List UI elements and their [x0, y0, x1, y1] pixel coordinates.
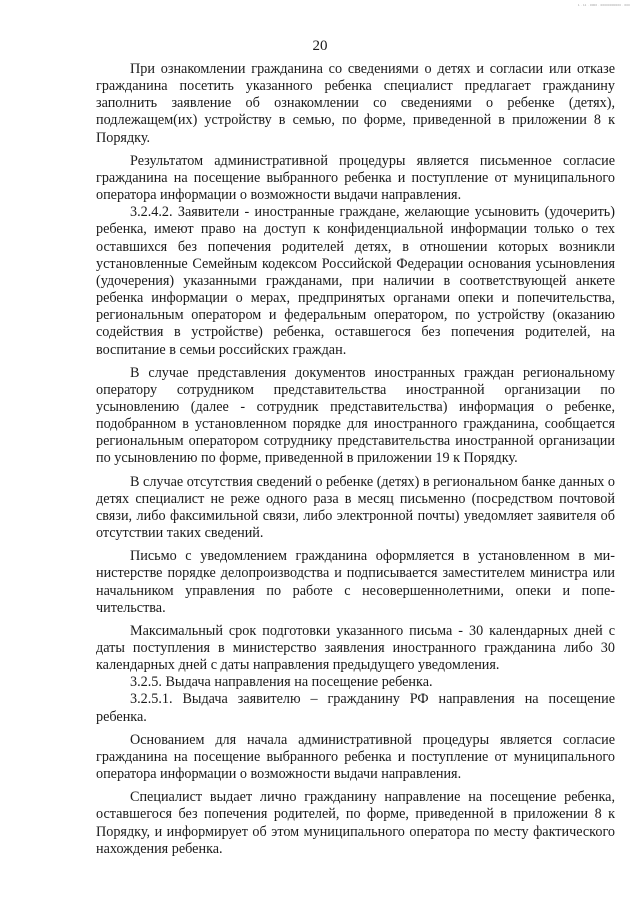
paragraph-no-information: В случае отсутствия сведений о ребенке (детях) в региональном банке данных о детях специалист не реже одного раза в месяц письменно (посредством почтовой связи, либо факсимильной связи, либо электронной почты) уведомляет заявителя об отсутствии таких сведений. — [96, 473, 615, 542]
paragraph-3-2-4-2: 3.2.4.2. Заявители - иностранные граждане, желающие усыновить (удочерить) ребенка, имеют право на доступ к конфиденциальной информации только о тех оставшихся без попечения родителей детях, в отношении которых возникли установленные Семейным кодексом Российской Федерации основания усыновления (удочерения) указанными гражданами, при наличии в соответствующей анкете ребенка информации о мерах, предпринятых органами опеки и попечительства, региональным оператором и федеральным оператором, по устройству (оказанию содействия в устройстве) ребенка, оставшегося без попечения родителей, на воспитание в семьи российских граждан. — [96, 204, 615, 358]
paragraph-specialist-issues: Специалист выдает лично гражданину направление на посещение ребенка, оставшегося без попечения родителей, по форме, приведенной в приложении 8 к Порядку, и информирует об этом муниципального оператора по месту фактического нахождения ребенка. — [96, 789, 615, 857]
body-text — [96, 61, 615, 858]
page-number: 20 — [312, 38, 328, 54]
paragraph-notification-letter: Письмо с уведомлением гражданина оформляется в установленном в министерстве порядке делопроизводства и подписывается заместителем министра или начальником управления по работе с несовершеннолетними, опеки и попечительства. — [96, 548, 615, 616]
scan-corner-mark: 1 · 11 · 0000 · 00000000000 · 000 — [577, 3, 630, 7]
heading-3-2-5-1: 3.2.5.1. Выдача заявителю – гражданину РФ направления на посещение ребенка. — [96, 691, 615, 725]
paragraph-basis: Основанием для начала административной процедуры является согласие гражданина на посещение выбранного ребенка и поступление от муниципального оператора информации о возможности выдачи направления. — [96, 731, 615, 783]
paragraph-max-term: Максимальный срок подготовки указанного письма - 30 календарных дней с даты поступления в министерство заявления иностранного гражданина либо 30 календарных дней с даты направления предыдущего уведомления. — [96, 622, 615, 674]
heading-3-2-5: 3.2.5. Выдача направления на посещение ребенка. — [130, 674, 433, 691]
paragraph-acquaintance: При ознакомлении гражданина со сведениями о детях и согласии или отказе гражданина посетить указанного ребенка специалист предлагает гражданину заполнить заявление об ознакомлении со сведениями о ребенке (детях), подлежащем(их) устройству в семью, по форме, приведенной в приложении 8 к Порядку. — [96, 61, 615, 146]
paragraph-foreign-documents: В случае представления документов иностранных граждан региональному оператору сотрудником представительства иностранной организации по усыновлению (далее - сотрудник представительства) информация о ребенке, подобранном в установленном порядке для иностранного гражданина, сообщается региональным оператором сотруднику представительства иностранной организации по усыновлению по форме, приведенной в приложении 19 к Порядку. — [96, 364, 615, 467]
paragraph-result-consent: Результатом административной процедуры является письменное согласие гражданина на посещение выбранного ребенка и поступление от муниципального оператора информации о возможности выдачи направления. — [96, 152, 615, 204]
